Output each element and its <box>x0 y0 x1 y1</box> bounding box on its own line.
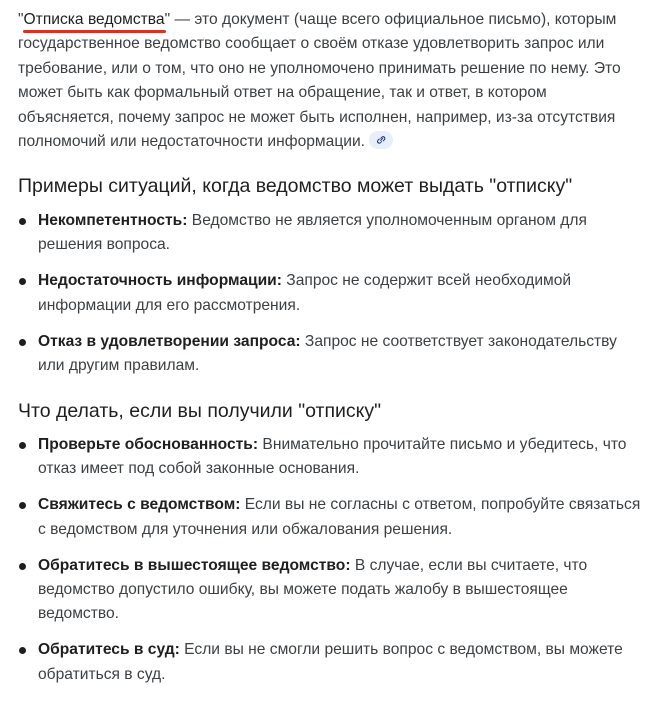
intro-quote-close: " <box>164 11 171 28</box>
bullet <box>19 647 26 654</box>
link-icon <box>375 134 387 146</box>
bullet <box>19 339 26 346</box>
examples-list <box>18 209 645 378</box>
highlighted-term: Отписка ведомства <box>23 11 165 28</box>
actions-heading: Что делать, если вы получили "отписку" <box>18 400 382 423</box>
bullet <box>19 442 26 449</box>
bullet <box>19 278 26 285</box>
item-title: Недостаточность информации: <box>38 272 282 290</box>
list-item <box>18 433 645 482</box>
source-link-button[interactable] <box>369 131 393 149</box>
list-item <box>18 269 645 318</box>
item-title: Обратитесь в вышестоящее ведомство: <box>38 556 351 574</box>
actions-list <box>18 433 645 687</box>
item-text: Если вы не смогли решить вопрос с ведомством, вы можете обратиться в суд. <box>38 641 623 683</box>
bullet <box>19 563 26 570</box>
intro-quote-open: " <box>18 11 24 28</box>
list-item <box>18 638 645 687</box>
list-item <box>18 554 645 627</box>
item-text: Запрос не соответствует законодательству или другим правилам. <box>38 332 617 374</box>
list-item <box>18 330 645 379</box>
intro-text: — это документ (чаще всего официальное письмо), которым государственное ведомство сообщает о своём отказе удовлетворить запрос или требование, или о том, что оно не уполномочено принимать решение по нему. Это может быть как формальный ответ на обращение, так и ответ, в котором объясняется, почему запрос не может быть исполнен, например, из-за отсутствия полномочий или недостаточности информации. <box>18 11 621 151</box>
item-title: Обратитесь в суд: <box>38 641 180 659</box>
bullet <box>19 218 26 225</box>
item-title: Проверьте обоснованность: <box>38 435 259 453</box>
item-title: Некомпетентность: <box>38 211 188 229</box>
bullet <box>19 502 26 509</box>
item-text: Запрос не содержит всей необходимой информации для его рассмотрения. <box>38 272 572 314</box>
list-item <box>18 493 645 542</box>
item-text: Если вы не согласны с ответом, попробуйте связаться с ведомством для уточнения или обжалования решения. <box>38 496 641 538</box>
examples-heading: Примеры ситуаций, когда ведомство может выдать "отписку" <box>18 175 573 198</box>
item-text: Ведомство не является уполномоченным органом для решения вопроса. <box>38 211 587 254</box>
intro-paragraph <box>18 8 645 154</box>
item-title: Свяжитесь с ведомством: <box>38 496 241 514</box>
list-item <box>18 209 645 258</box>
item-title: Отказ в удовлетворении запроса: <box>38 332 301 350</box>
item-text: Внимательно прочитайте письмо и убедитесь, что отказ имеет под собой законные основания. <box>38 435 627 478</box>
item-text: В случае, если вы считаете, что ведомство допустило ошибку, вы можете подать жалобу в вышестоящее ведомство. <box>38 556 588 623</box>
